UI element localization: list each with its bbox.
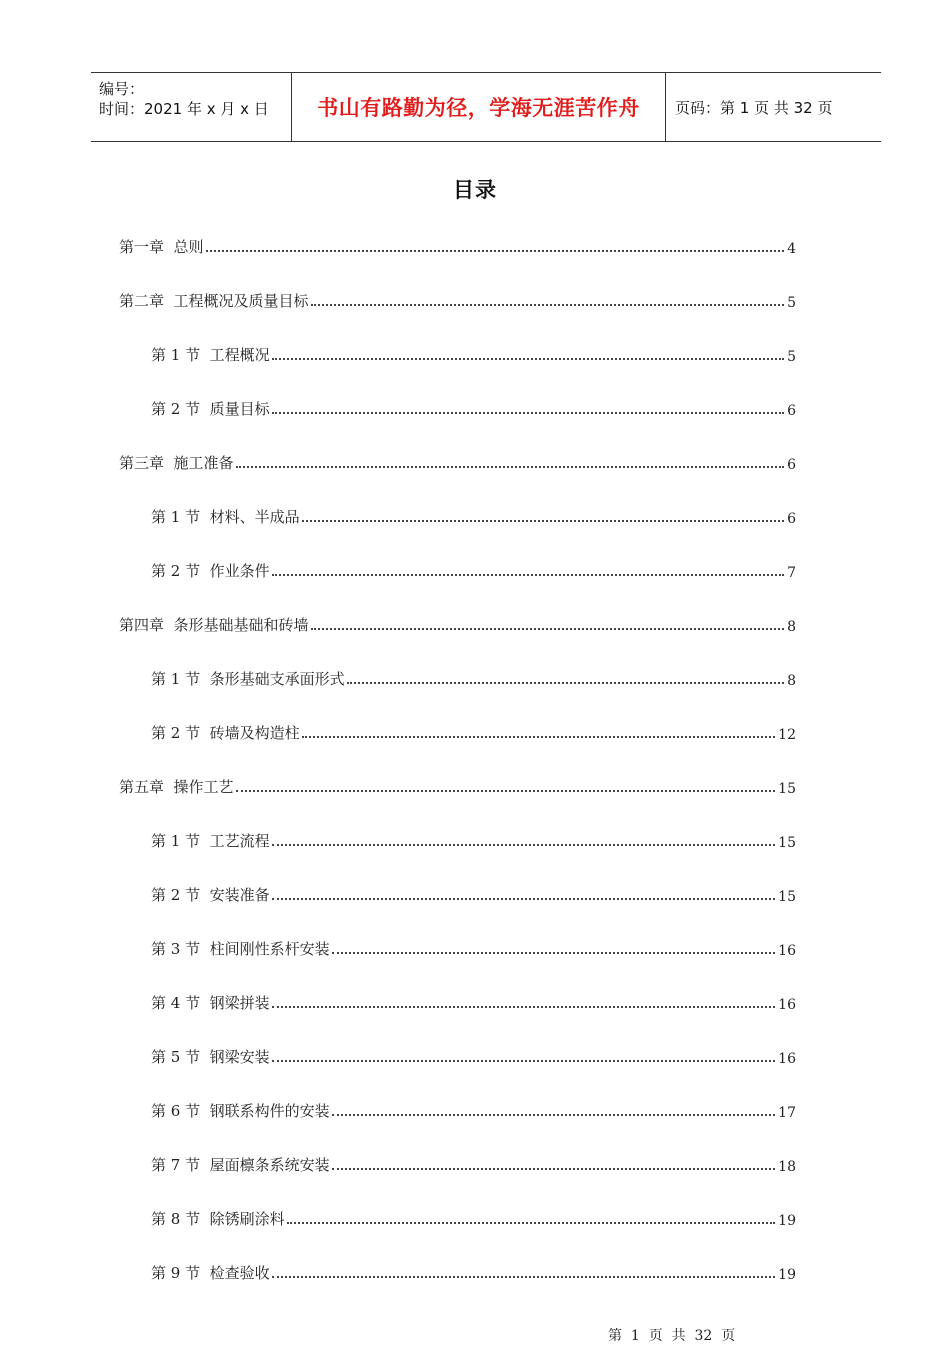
toc-dot-leader <box>287 1222 776 1224</box>
header-page-info: 页码：第 1 页 共 32 页 <box>675 98 833 117</box>
toc-entry-label: 第 2 节 质量目标 <box>151 400 270 418</box>
toc-entry-page-number: 4 <box>787 241 796 257</box>
toc-entry-page-number: 16 <box>778 1051 796 1067</box>
toc-entry[interactable] <box>151 397 796 419</box>
toc-entry[interactable] <box>151 829 796 851</box>
toc-entry-page-number: 19 <box>778 1213 796 1229</box>
toc-entry[interactable] <box>151 1099 796 1121</box>
toc-entry-page-number: 6 <box>787 403 796 419</box>
toc-entry-page-number: 18 <box>778 1159 796 1175</box>
toc-entry[interactable] <box>151 1045 796 1067</box>
toc-entry-page-number: 8 <box>787 619 796 635</box>
toc-dot-leader <box>302 520 784 522</box>
toc-entry-label: 第 2 节 安装准备 <box>151 886 270 904</box>
toc-entry[interactable] <box>119 613 796 635</box>
toc-dot-leader <box>311 304 785 306</box>
toc-entry-page-number: 19 <box>778 1267 796 1283</box>
page-footer: 第 1 页 共 32 页 <box>608 1328 736 1344</box>
toc-entry[interactable] <box>151 667 796 689</box>
toc-dot-leader <box>272 1060 776 1062</box>
toc-entry-label: 第五章 操作工艺 <box>119 778 234 796</box>
toc-entry-label: 第 5 节 钢梁安装 <box>151 1048 270 1066</box>
toc-entry-page-number: 7 <box>787 565 796 581</box>
toc-entry-page-number: 16 <box>778 997 796 1013</box>
toc-entry-label: 第 1 节 工艺流程 <box>151 832 270 850</box>
toc-entry-page-number: 5 <box>787 349 796 365</box>
toc-entry-label: 第 9 节 检查验收 <box>151 1264 270 1282</box>
toc-dot-leader <box>332 952 776 954</box>
toc-entry-label: 第 1 节 工程概况 <box>151 346 270 364</box>
toc-entry-page-number: 6 <box>787 457 796 473</box>
toc-entry-label: 第 7 节 屋面檩条系统安装 <box>151 1156 330 1174</box>
toc-entry[interactable] <box>151 559 796 581</box>
toc-entry[interactable] <box>151 883 796 905</box>
toc-dot-leader <box>332 1168 776 1170</box>
toc-entry-label: 第二章 工程概况及质量目标 <box>119 292 309 310</box>
toc-entry[interactable] <box>119 289 796 311</box>
toc-dot-leader <box>272 898 776 900</box>
toc-entry-page-number: 8 <box>787 673 796 689</box>
toc-entry[interactable] <box>151 343 796 365</box>
toc-entry[interactable] <box>151 1207 796 1229</box>
toc-entry-page-number: 6 <box>787 511 796 527</box>
toc-dot-leader <box>272 358 784 360</box>
toc-entry-label: 第 4 节 钢梁拼装 <box>151 994 270 1012</box>
toc-entry-page-number: 12 <box>778 727 796 743</box>
toc-entry[interactable] <box>151 505 796 527</box>
toc-entry[interactable] <box>151 937 796 959</box>
toc-entry[interactable] <box>119 775 796 797</box>
toc-entry-label: 第 2 节 砖墙及构造柱 <box>151 724 300 742</box>
toc-dot-leader <box>332 1114 776 1116</box>
toc-entry[interactable] <box>151 991 796 1013</box>
toc-entry-page-number: 15 <box>778 835 796 851</box>
toc-dot-leader <box>272 412 784 414</box>
toc-dot-leader <box>272 844 776 846</box>
toc-entry-label: 第 6 节 钢联系构件的安装 <box>151 1102 330 1120</box>
toc-entry-page-number: 17 <box>778 1105 796 1121</box>
document-time: 时间：2021 年 x 月 x 日 <box>99 100 269 118</box>
toc-entry-label: 第四章 条形基础基础和砖墙 <box>119 616 309 634</box>
toc-entry-page-number: 15 <box>778 781 796 797</box>
toc-entry[interactable] <box>119 451 796 473</box>
page-title: 目录 <box>453 178 497 202</box>
toc-dot-leader <box>272 1276 776 1278</box>
toc-entry[interactable] <box>151 721 796 743</box>
document-number-label: 编号： <box>99 80 145 98</box>
toc-dot-leader <box>272 1006 776 1008</box>
toc-entry-label: 第 1 节 条形基础支承面形式 <box>151 670 345 688</box>
toc-dot-leader <box>272 574 784 576</box>
toc-entry-label: 第 1 节 材料、半成品 <box>151 508 300 526</box>
toc-entry-label: 第三章 施工准备 <box>119 454 234 472</box>
toc-entry-page-number: 15 <box>778 889 796 905</box>
toc-dot-leader <box>236 790 776 792</box>
toc-entry[interactable] <box>151 1153 796 1175</box>
toc-entry-label: 第 8 节 除锈刷涂料 <box>151 1210 285 1228</box>
toc-dot-leader <box>302 736 776 738</box>
header-motto: 书山有路勤为径，学海无涯苦作舟 <box>292 73 666 141</box>
toc-entry-page-number: 16 <box>778 943 796 959</box>
toc-dot-leader <box>347 682 784 684</box>
toc-entry[interactable] <box>151 1261 796 1283</box>
toc-entry-page-number: 5 <box>787 295 796 311</box>
toc-dot-leader <box>206 250 785 252</box>
toc-dot-leader <box>236 466 785 468</box>
toc-entry-label: 第一章 总则 <box>119 238 204 256</box>
toc-entry-label: 第 3 节 柱间刚性系杆安装 <box>151 940 330 958</box>
toc-entry-label: 第 2 节 作业条件 <box>151 562 270 580</box>
toc-dot-leader <box>311 628 785 630</box>
toc-entry[interactable] <box>119 235 796 257</box>
